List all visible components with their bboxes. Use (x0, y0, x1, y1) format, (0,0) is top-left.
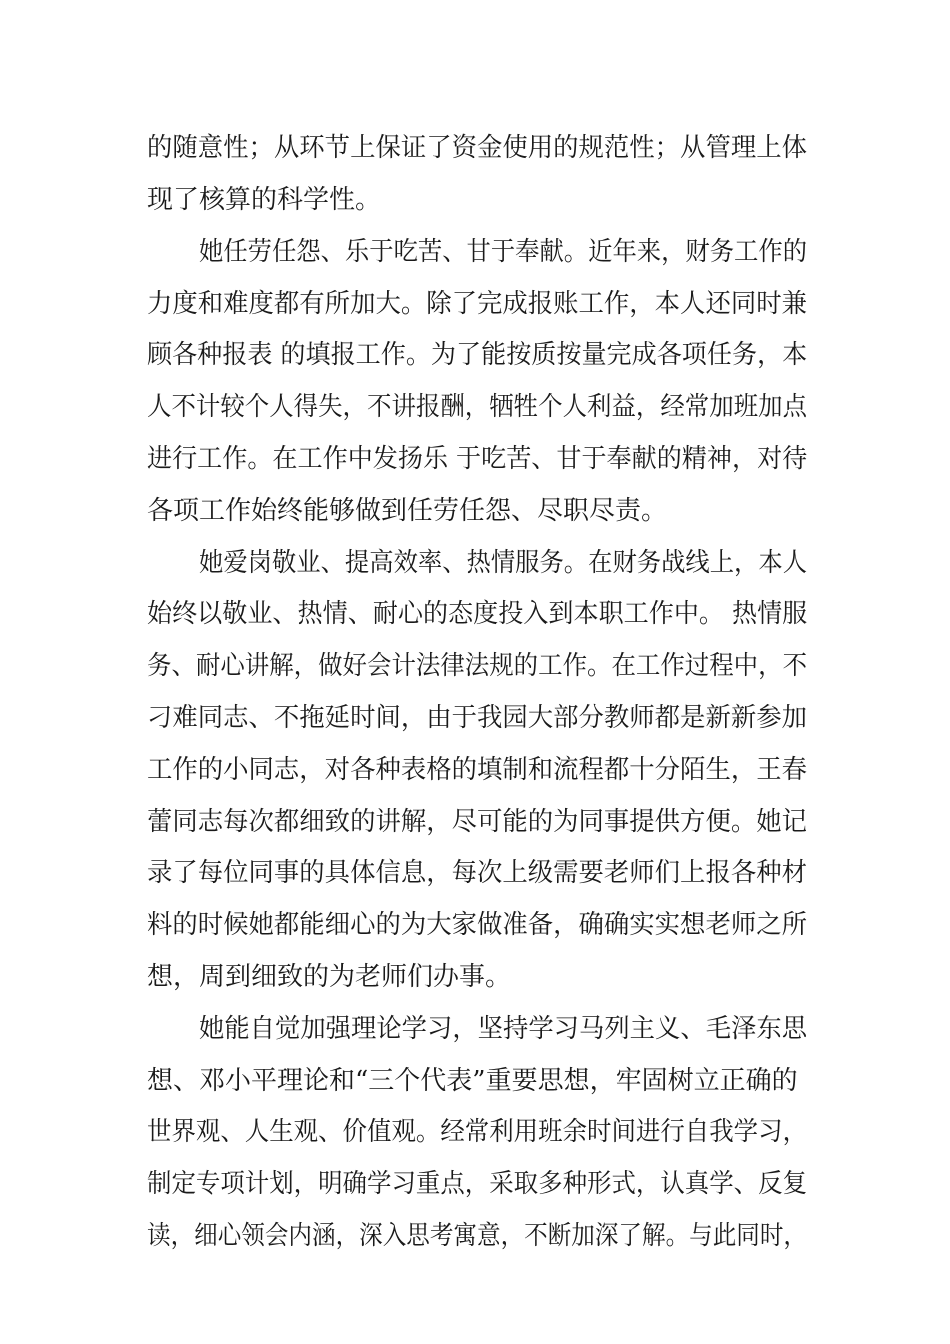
text-line: 始终以敬业、热情、耐心的态度投入到本职工作中。 热情服 (147, 599, 808, 629)
text-line: 工作的小同志，对各种表格的填制和流程都十分陌生，王春 (147, 755, 807, 785)
text-line: 刁难同志、不拖延时间，由于我园大部分教师都是新新参加 (147, 703, 807, 733)
text-line: 人不计较个人得失，不讲报酬，牺牲个人利益，经常加班加点 (147, 392, 808, 422)
text-line: 各项工作始终能够做到任劳任怨、尽职尽责。 (147, 496, 668, 526)
paragraph-start-line: 她任劳任怨、乐于吃苦、甘于奉献。近年来，财务工作的 (199, 237, 808, 267)
paragraph-start-line: 她爱岗敬业、提高效率、热情服务。在财务战线上，本人 (199, 548, 808, 578)
text-line: 读，细心领会内涵，深入思考寓意，不断加深了解。与此同时， (147, 1221, 808, 1251)
text-line: 料的时候她都能细心的为大家做准备，确确实实想老师之所 (147, 910, 807, 940)
text-line: 录了每位同事的具体信息，每次上级需要老师们上报各种材 (147, 858, 807, 888)
paragraph-start-line: 她能自觉加强理论学习，坚持学习马列主义、毛泽东思 (199, 1014, 808, 1044)
text-line: 想、邓小平理论和“三个代表”重要思想，牢固树立正确的 (147, 1066, 798, 1096)
text-line: 的随意性；从环节上保证了资金使用的规范性；从管理上体 (147, 133, 807, 163)
text-line: 蕾同志每次都细致的讲解，尽可能的为同事提供方便。她记 (147, 807, 807, 837)
text-line: 进行工作。在工作中发扬乐 于吃苦、甘于奉献的精神，对待 (147, 444, 808, 474)
text-line: 顾各种报表 的填报工作。为了能按质按量完成各项任务，本 (147, 340, 808, 370)
text-line: 务、耐心讲解，做好会计法律法规的工作。在工作过程中，不 (147, 651, 808, 681)
text-line: 制定专项计划，明确学习重点，采取多种形式，认真学、反复 (147, 1169, 808, 1199)
text-line: 力度和难度都有所加大。除了完成报账工作，本人还同时兼 (147, 289, 807, 319)
text-line: 世界观、人生观、价值观。经常利用班余时间进行自我学习， (147, 1117, 808, 1147)
text-line: 想，周到细致的为老师们办事。 (147, 962, 512, 992)
text-line: 现了核算的科学性。 (147, 185, 382, 215)
